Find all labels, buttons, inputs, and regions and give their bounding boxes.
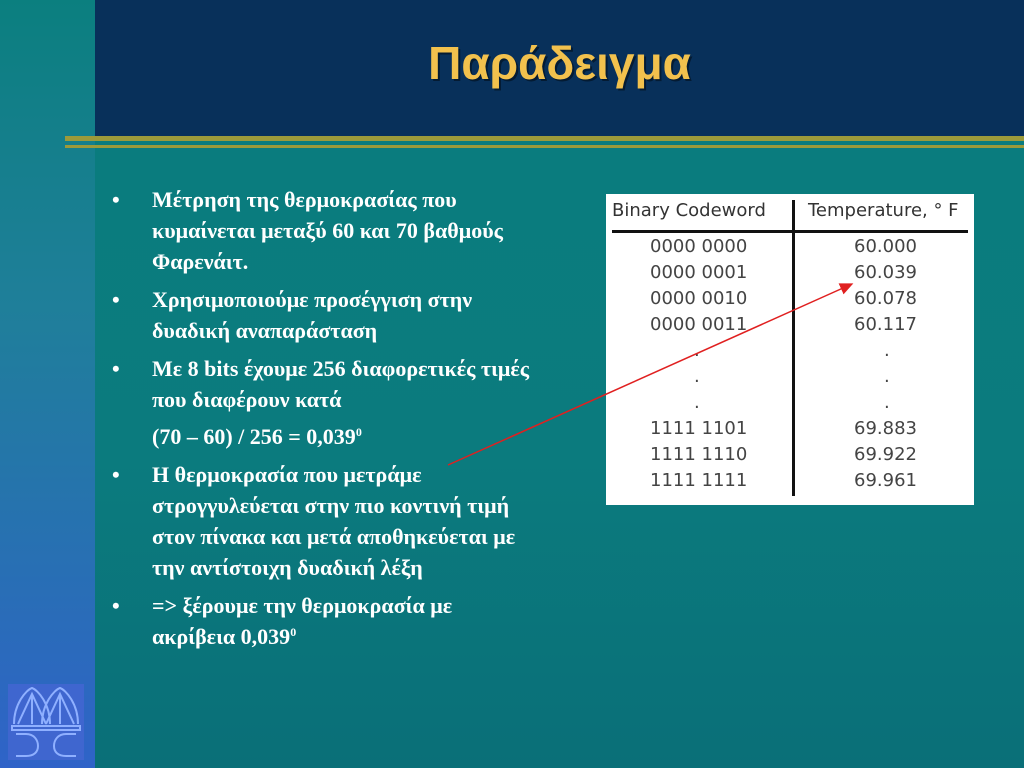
bullet-text: => ξέρουμε την θερμοκρασία με ακρίβεια 0,039 <box>152 593 453 649</box>
table-cell-temperature: 60.117 <box>854 314 917 335</box>
bullet-dot: • <box>112 593 120 618</box>
table-cell-ellipsis: . <box>884 340 890 361</box>
table-cell-ellipsis: . <box>694 392 700 413</box>
bullet-text: Με 8 bits έχουμε 256 διαφορετικές τιμές που διαφέρουν κατά <box>152 356 530 412</box>
table-cell-codeword: 1111 1101 <box>650 418 748 439</box>
university-logo <box>8 684 84 760</box>
table-cell-temperature: 69.961 <box>854 470 917 491</box>
formula-superscript: 0 <box>355 425 362 439</box>
bullet-text: Μέτρηση της θερμοκρασίας που κυμαίνεται μεταξύ 60 και 70 βαθμούς Φαρενάιτ. <box>152 187 503 274</box>
table-cell-codeword: 0000 0000 <box>650 236 748 257</box>
table-cell-codeword: 1111 1111 <box>650 470 748 491</box>
table-cell-temperature: 60.039 <box>854 262 917 283</box>
table-cell-codeword: 1111 1110 <box>650 444 748 465</box>
table-cell-temperature: 60.078 <box>854 288 917 309</box>
slide-title: Παράδειγμα <box>428 37 691 89</box>
table-cell-ellipsis: . <box>694 340 700 361</box>
table-cell-temperature: 60.000 <box>854 236 917 257</box>
formula-text: (70 – 60) / 256 = 0,039 <box>152 424 356 449</box>
table-cell-temperature: 69.922 <box>854 444 917 465</box>
bullet-superscript: 0 <box>290 625 297 639</box>
bullet-dot: • <box>112 187 120 212</box>
table-cell-ellipsis: . <box>884 392 890 413</box>
bullet-dot: • <box>112 356 120 381</box>
arrow-line <box>448 284 852 465</box>
table-cell-ellipsis: . <box>884 366 890 387</box>
table-cell-codeword: 0000 0010 <box>650 288 748 309</box>
bullet-text: Χρησιμοποιούμε προσέγγιση στην δυαδική αναπαράσταση <box>152 287 473 343</box>
table-header-temperature: Temperature, ° F <box>808 200 959 221</box>
table-cell-codeword: 0000 0001 <box>650 262 748 283</box>
bullet-text: Η θερμοκρασία που μετράμε στρογγυλεύεται στην πιο κοντινή τιμή στον πίνακα και μετά αποθηκεύεται με την αντίστοιχη δυαδική λέξη <box>152 462 516 580</box>
table-cell-temperature: 69.883 <box>854 418 917 439</box>
bullet-dot: • <box>112 287 120 312</box>
bullet-dot: • <box>112 462 120 487</box>
table-cell-codeword: 0000 0011 <box>650 314 748 335</box>
table-cell-ellipsis: . <box>694 366 700 387</box>
table-header-codeword: Binary Codeword <box>612 200 766 221</box>
